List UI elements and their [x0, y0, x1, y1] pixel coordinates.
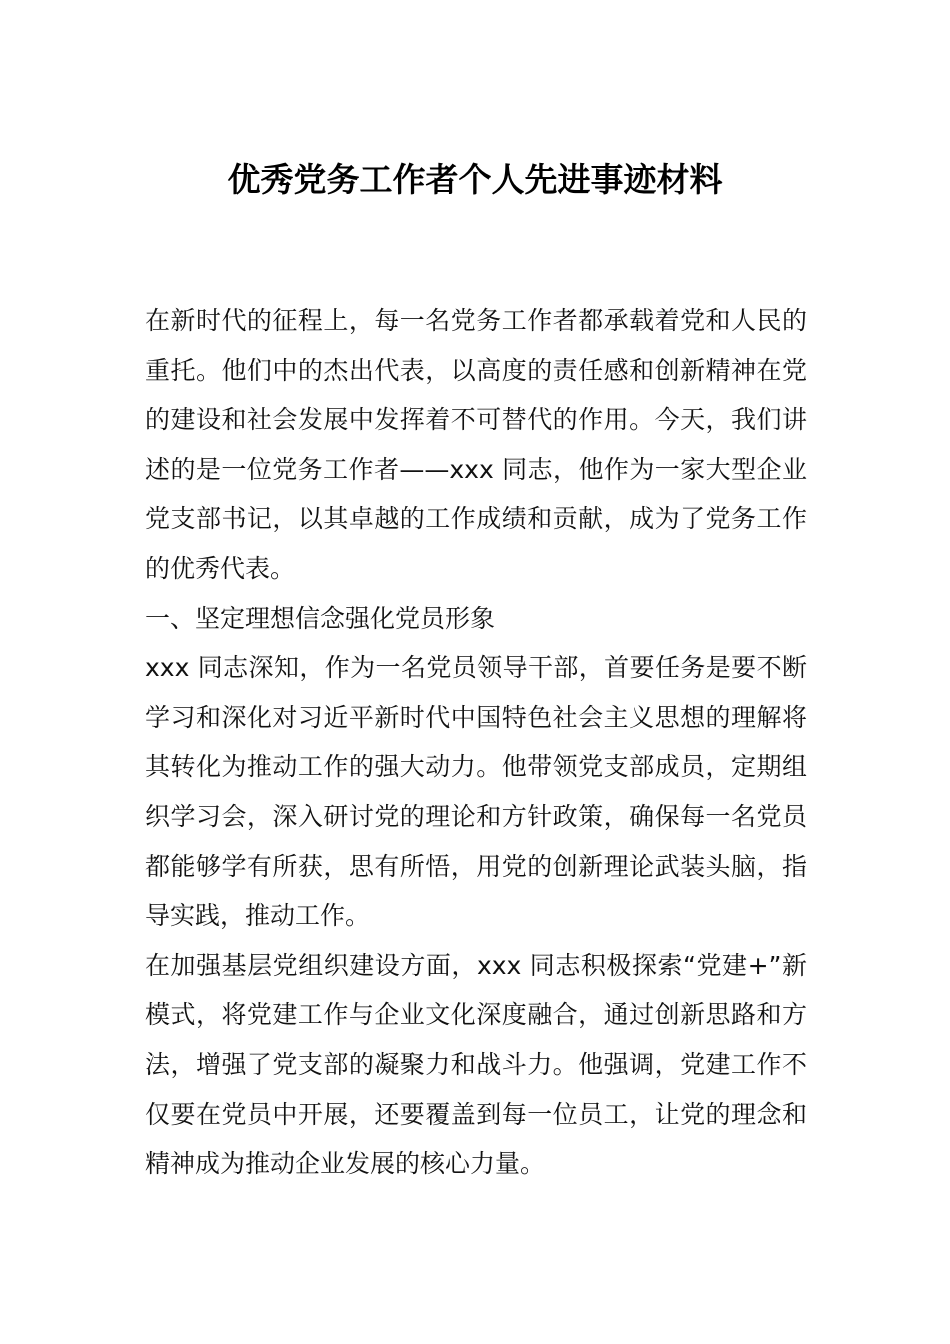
body-paragraph: xxx 同志深知，作为一名党员领导干部，首要任务是要不断学习和深化对习近平新时代中国特色社会主义思想的理解将其转化为推动工作的强大动力。他带领党支部成员，定期组织学习会，深入研讨党的理论和方针政策，确保每一名党员都能够学有所获，思有所悟，用党的创新理论武装头脑，指导实践，推动工作。 — [145, 653, 807, 931]
body-paragraph: 在加强基层党组织建设方面，xxx 同志积极探索“党建+”新模式，将党建工作与企业文化深度融合，通过创新思路和方法，增强了党支部的凝聚力和战斗力。他强调，党建工作不仅要在党员中开展，还要覆盖到每一位员工，让党的理念和精神成为推动企业发展的核心力量。 — [145, 950, 807, 1179]
section-heading: 一、坚定理想信念强化党员形象 — [145, 603, 496, 633]
document-body — [145, 296, 807, 1189]
intro-paragraph: 在新时代的征程上，每一名党务工作者都承载着党和人民的重托。他们中的杰出代表，以高度的责任感和创新精神在党的建设和社会发展中发挥着不可替代的作用。今天，我们讲述的是一位党务工作者——xxx 同志，他作为一家大型企业党支部书记，以其卓越的工作成绩和贡献，成为了党务工作的优秀代表。 — [145, 306, 807, 583]
document-title: 优秀党务工作者个人先进事迹材料 — [227, 160, 723, 199]
